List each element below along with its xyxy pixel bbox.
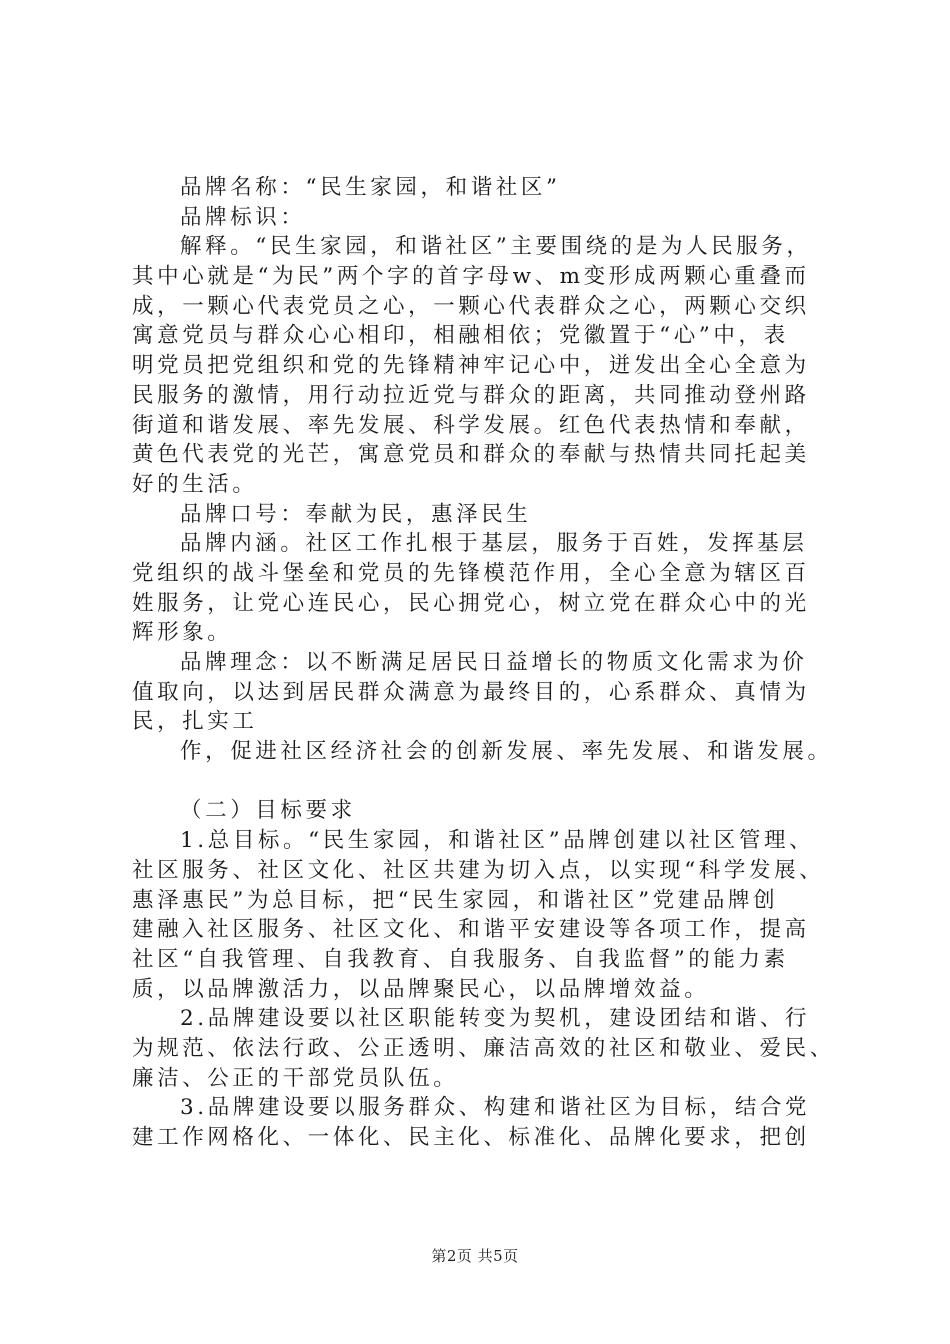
text-line: 解释。“民生家园，和谐社区”主要围绕的是为人民服务， <box>180 234 812 260</box>
text-line: 廉洁、公正的干部党员队伍。 <box>132 1065 459 1091</box>
text-line: 品牌理念：以不断满足居民日益增长的物质文化需求为价 <box>180 650 808 675</box>
text-line: 其中心就是“为民”两个字的首字母w、m变形成两颗心重叠而 <box>132 264 810 290</box>
text-line: （二）目标要求 <box>180 798 356 824</box>
text-line: 党组织的战斗堡垒和党员的先锋模范作用，全心全意为辖区百 <box>132 560 810 586</box>
text-line: 惠泽惠民”为总目标，把“民生家园，和谐社区”党建品牌创 <box>132 887 779 913</box>
text-line: 3.品牌建设要以服务群众、构建和谐社区为目标，结合党 <box>180 1095 811 1121</box>
text-line: 成，一颗心代表党员之心，一颗心代表群众之心，两颗心交织 <box>132 293 810 319</box>
text-line: 民服务的激情，用行动拉近党与群众的距离，共同推动登州路 <box>132 382 810 408</box>
text-line: 寓意党员与群众心心相印，相融相依；党徽置于“心”中，表 <box>132 323 789 349</box>
text-line: 品牌口号：奉献为民，惠泽民生 <box>180 501 532 527</box>
text-line: 品牌内涵。社区工作扎根于基层，服务于百姓，发挥基层 <box>180 531 808 557</box>
text-line: 值取向，以达到居民群众满意为最终目的，心系群众、真情为 <box>132 679 810 705</box>
text-line: 品牌标识： <box>180 204 306 230</box>
text-line: 2.品牌建设要以社区职能转变为契机，建设团结和谐、行 <box>180 1006 811 1032</box>
text-line: 社区服务、社区文化、社区共建为切入点，以实现“科学发展、 <box>132 857 825 883</box>
text-line: 辉形象。 <box>132 620 233 646</box>
text-line: 黄色代表党的光芒，寓意党员和群众的奉献与热情共同托起美 <box>132 442 810 468</box>
text-line: 质，以品牌激活力，以品牌聚民心，以品牌增效益。 <box>132 976 710 1002</box>
page-footer: 第2页 共5页 <box>431 1247 519 1265</box>
text-line: 明党员把党组织和党的先锋精神牢记心中，迸发出全心全意为 <box>132 353 810 379</box>
text-line: 建融入社区服务、社区文化、和谐平安建设等各项工作，提高 <box>132 917 810 943</box>
text-line: 作，促进社区经济社会的创新发展、率先发展、和谐发展。 <box>180 739 833 765</box>
text-line: 1.总目标。“民生家园，和谐社区”品牌创建以社区管理、 <box>180 828 815 854</box>
text-line: 建工作网格化、一体化、民主化、标准化、品牌化要求，把创 <box>132 1125 810 1150</box>
text-line: 为规范、依法行政、公正透明、廉洁高效的社区和敬业、爱民、 <box>132 1035 835 1061</box>
text-line: 社区“自我管理、自我教育、自我服务、自我监督”的能力素 <box>132 946 789 972</box>
text-line: 好的生活。 <box>132 471 258 497</box>
text-line: 姓服务，让党心连民心，民心拥党心，树立党在群众心中的光 <box>132 590 810 616</box>
document-body <box>132 173 837 1153</box>
blank-line <box>132 767 837 797</box>
text-line: 品牌名称：“民生家园，和谐社区” <box>180 175 561 200</box>
text-line: 街道和谐发展、率先发展、科学发展。红色代表热情和奉献， <box>132 412 810 438</box>
text-line: 民，扎实工 <box>132 709 258 735</box>
